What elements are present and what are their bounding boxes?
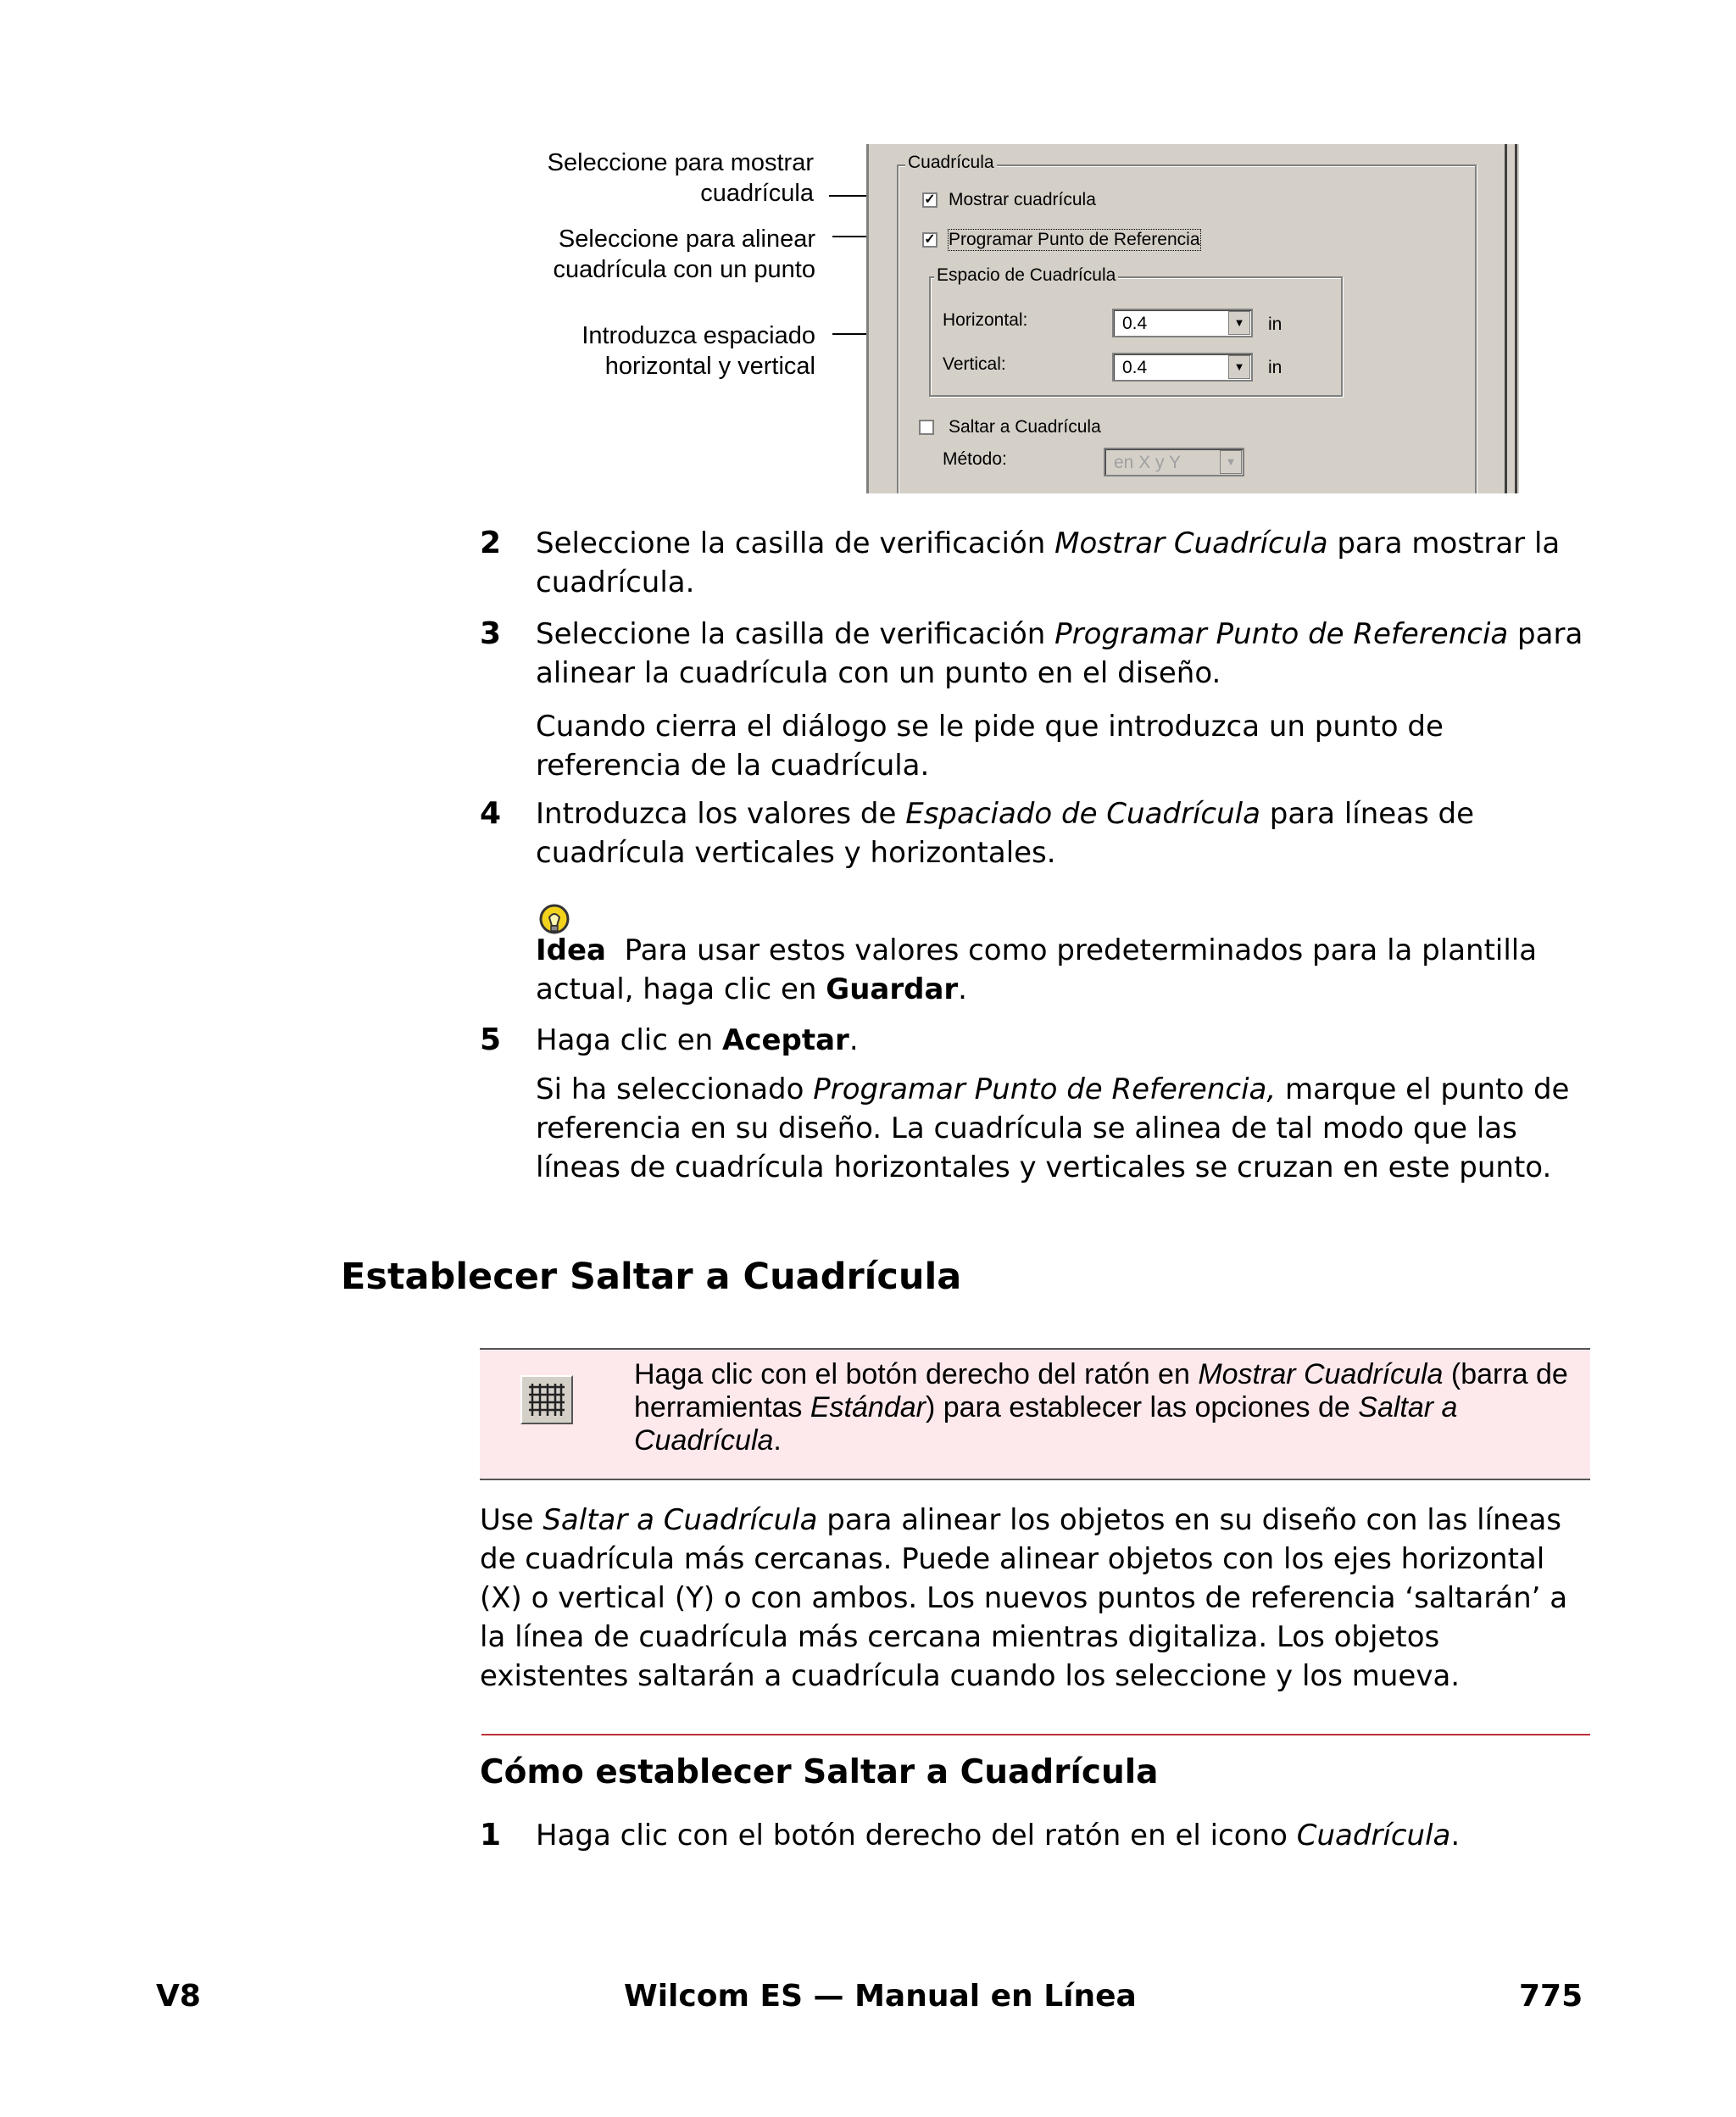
grid-icon	[522, 1377, 571, 1423]
callout-spacing: Introduzca espaciado horizontal y vertical	[581, 322, 815, 380]
footer-title: Wilcom ES — Manual en Línea	[624, 1979, 1137, 2014]
footer-page-number: 775	[1519, 1979, 1583, 2014]
tool-tip-box	[480, 1348, 1590, 1480]
method-combo[interactable]	[1104, 448, 1244, 476]
section-heading: Establecer Saltar a Cuadrícula	[341, 1256, 962, 1298]
chevron-down-icon[interactable]: ▼	[1228, 311, 1250, 335]
step-number: 2	[480, 526, 502, 560]
tool-tip-text: Haga clic con el botón derecho del ratón en Mostrar Cuadrícula (barra de herramientas Estándar) para establecer las opciones de Saltar a Cuadrícula.	[634, 1358, 1568, 1457]
horizontal-spacing-value: 0.4	[1122, 314, 1148, 333]
step-number: 3	[480, 616, 502, 651]
check-icon: ✓	[924, 192, 936, 207]
idea-label: Idea	[536, 933, 606, 967]
set-reference-label[interactable]: Programar Punto de Referencia	[949, 230, 1200, 249]
grid-options-dialog	[866, 144, 1519, 493]
step-3-note: Cuando cierra el diálogo se le pide que introduzca un punto de referencia de la cuadrícula.	[536, 710, 1444, 783]
horizontal-unit: in	[1268, 315, 1283, 334]
horizontal-spacing-combo[interactable]	[1112, 309, 1253, 337]
callout-show-grid: Seleccione para mostrar cuadrícula	[547, 149, 814, 207]
chevron-down-icon[interactable]: ▼	[1220, 450, 1242, 474]
grid-toolbar-icon[interactable]	[520, 1375, 573, 1424]
vertical-unit: in	[1268, 358, 1283, 377]
step-number: 5	[480, 1022, 502, 1057]
step-3-text: Seleccione la casilla de verificación Programar Punto de Referencia para alinear la cuadrícula con un punto en el diseño.	[536, 617, 1583, 690]
check-icon: ✓	[924, 232, 936, 247]
step-1-text: Haga clic con el botón derecho del ratón en el icono Cuadrícula.	[536, 1819, 1461, 1852]
sub-heading: Cómo establecer Saltar a Cuadrícula	[480, 1753, 1159, 1791]
show-grid-label[interactable]: Mostrar cuadrícula	[949, 190, 1096, 209]
vertical-label: Vertical:	[943, 354, 1006, 374]
show-grid-checkbox[interactable]	[922, 192, 938, 208]
step-2-text: Seleccione la casilla de verificación Mostrar Cuadrícula para mostrar la cuadrícula.	[536, 526, 1561, 599]
step-number: 4	[480, 796, 502, 831]
grid-group-title: Cuadrícula	[905, 153, 997, 172]
idea-tip: Idea Para usar estos valores como predeterminados para la plantilla actual, haga clic en Guardar.	[536, 933, 1546, 1006]
footer-version: V8	[156, 1979, 201, 2014]
snap-to-grid-label[interactable]: Saltar a Cuadrícula	[949, 417, 1101, 437]
section-divider	[481, 1734, 1590, 1735]
step-4-text: Introduzca los valores de Espaciado de Cuadrícula para líneas de cuadrícula verticales y horizontales.	[536, 797, 1475, 870]
step-5-note: Si ha seleccionado Programar Punto de Referencia, marque el punto de referencia en su diseño. La cuadrícula se alinea de tal modo que las líneas de cuadrícula horizontales y verticales se cruzan en este punto.	[536, 1072, 1570, 1184]
step-5-text: Haga clic en Aceptar.	[536, 1023, 859, 1057]
method-value: en X y Y	[1114, 453, 1181, 472]
chevron-down-icon[interactable]: ▼	[1228, 355, 1250, 379]
callout-align-grid: Seleccione para alinear cuadrícula con un punto	[553, 226, 815, 283]
method-label: Método:	[943, 449, 1007, 469]
grid-spacing-title: Espacio de Cuadrícula	[934, 266, 1118, 285]
section-body: Use Saltar a Cuadrícula para alinear los objetos en su diseño con las líneas de cuadrícula más cercanas. Puede alinear objetos con los ejes horizontal (X) o vertical (Y) o con ambos. Los nuevos puntos de referencia ‘saltarán’ a la línea de cuadrícula más cercana mientras digitaliza. Los objetos existentes saltarán a cuadrícula cuando los seleccione y los mueva.	[480, 1503, 1568, 1693]
step-number: 1	[480, 1818, 502, 1852]
horizontal-label: Horizontal:	[943, 310, 1028, 330]
set-reference-checkbox[interactable]	[922, 232, 938, 248]
vertical-spacing-combo[interactable]	[1112, 353, 1253, 382]
snap-to-grid-checkbox[interactable]	[919, 420, 934, 435]
vertical-spacing-value: 0.4	[1122, 358, 1148, 377]
